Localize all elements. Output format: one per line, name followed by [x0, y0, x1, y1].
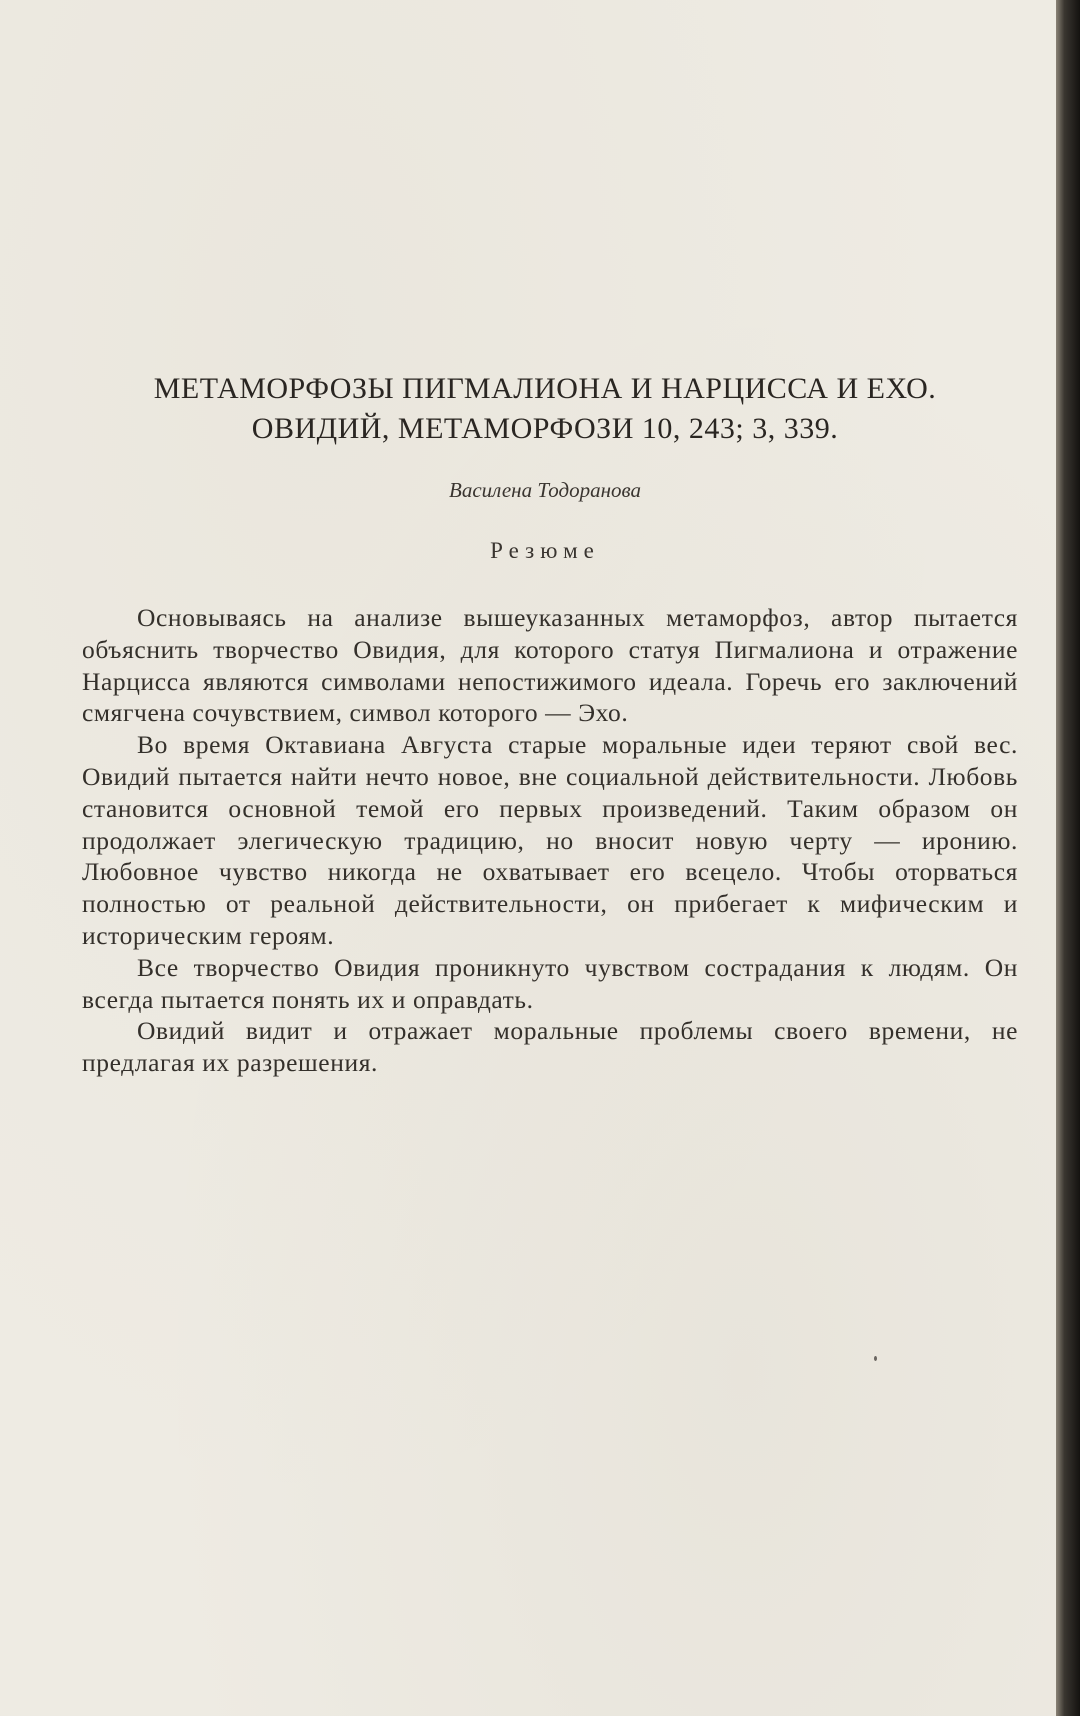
section-heading: Резюме — [490, 538, 600, 563]
paragraph-3: Все творчество Овидия проникнуто чувством сострадания к людям. Он всегда пытается понять их и оправдать. — [82, 952, 1018, 1014]
article-body — [82, 602, 1018, 1079]
paper-speck — [874, 1356, 877, 1361]
article-title-line-1: МЕТАМОРФОЗЫ ПИГМАЛИОНА И НАРЦИССА И ЕХО. — [153, 372, 937, 405]
book-spine-edge — [1056, 0, 1080, 1716]
article-title-line-2: ОВИДИЙ, МЕТАМОРФОЗИ 10, 243; 3, 339. — [251, 412, 839, 445]
paragraph-4: Овидий видит и отражает моральные проблемы своего времени, не предлагая их разрешения. — [82, 1016, 1018, 1078]
author-name: Василена Тодоранова — [449, 478, 641, 502]
paragraph-2: Во время Октавиана Августа старые моральные идеи теряют свой вес. Овидий пытается найти нечто новое, вне социальной действительности. Любовь становится основной темой его первых произведений. Таким образом он продолжает элегическую традицию, но вносит новую черту — иронию. Любовное чувство никогда не охватывает его всецело. Чтобы оторваться полностью от реальной действительности, он прибегает к мифическим и историческим героям. — [82, 730, 1018, 950]
paragraph-1: Основываясь на анализе вышеуказанных метаморфоз, автор пытается объяснить творчество Овидия, для которого статуя Пигмалиона и отражение Нарцисса являются символами непостижимого идеала. Горечь его заключений смягчена сочувствием, символ которого — Эхо. — [82, 603, 1018, 728]
